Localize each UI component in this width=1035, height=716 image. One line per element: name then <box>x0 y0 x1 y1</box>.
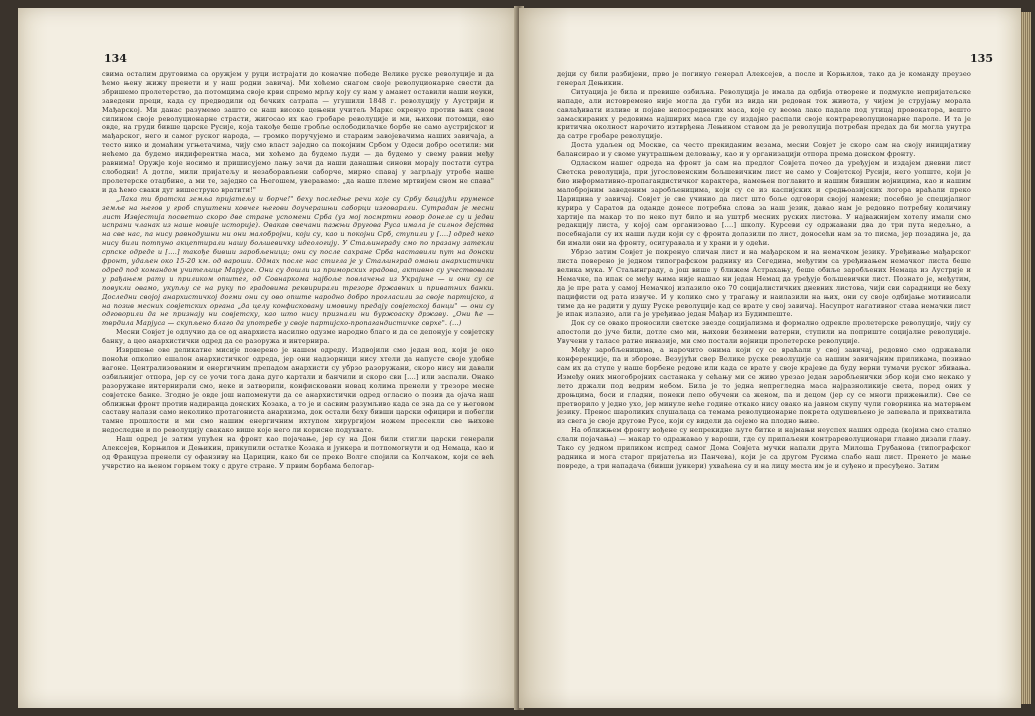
paragraph: Док су се овако проносили светске звезде социјализма и формално одрекле пролетерске револуције, чију су апостоли до јуче били, дотле смо ми, њихови безимени ватерни, ступили на поприште социјалне револуције. Увучени у таласе ратне инвазије, ми смо постали војници пролетерске револуције. <box>557 319 971 346</box>
paragraph: На оближњем фронту вођене су непрекидне љуте битке и најмањи неуспех наших одреда (којима смо стално слали појачања) — макар то одражавао у вароши, где су припаљени контрареволуционари главно дизали главу. Тако су једном приликом испред самог Дома Совјета мучки напали друга Милоша Грубанова (типографског радника и мога старог пријатеља из Панчева), који је са другом Русима слабо наш лист. Пренето је мање повреде, а три нападача (бивши јункери) ухваћена су и на лицу места им је и суђено и пресуђено. Затим <box>557 426 971 470</box>
page-number: 135 <box>970 52 993 65</box>
paragraph: Наш одред је затим упућен на фронт као појачање, јер су на Дон били стигли царски генерали Алексејев, Корњилов и Дењикин, прикупили остатке Козака и јункера и потпомогнути и од Немаца, као и од Француза пренели су офанзиву на Царицин, како би се преко Волге спојили са Колчаком, који се већ учврстио на њеном горњем току с друге стране. У првим борбама белогар- <box>102 435 494 470</box>
paragraph: свима осталим друговима са оружјем у руци истрајати до коначне победе Велике руске револуције и да ћемо њену жижу пренети и у наш родни завичај. Ми хоћемо снагом своје револуционарне свести да збришемо пролетерство, да потомцима своје крви спремо мрљу коју су нам у аманет оставили наши неуки, заведени преци, када су предводили од бечких сатрапа — угушили 1848 г. револуцију у Аустрији и Мађарској. Ми данас разумемо зашто се наш високо цењени учитељ Маркс окренуо против њих свом силином своје револуционарне страсти, жигосао их као гробаре револуције и ми, њихови потомци, ево овде, на груди бивше царске Русије, која такође беше гробље ослободилачке борбе не само аустријског и мађарског, него и самог руског народа, — громко поручујемо и стараим завојевачима наших завичаја, а тесто нико и домаћим угњетачима, чију смо власт заједно са покојним Србом у Одеси добро осетили: ми нећемо да будемо индиферентна маса, ми хоћемо да будемо људи — да будемо у свему равни међу равнима! Оружје које носимо и пришисујемо лању зачи да наши данашњи синови морају постати сутра слободни! А дотле, мили пријатељу и незаборављени саборче, мирно спавај у загрљају утробе наше пролетерске отаџбине, а ми те, заједно са Његошем, уверавамо: „да наше племе мртвијем сном не спава" и да ћемо сваки дуг вишеструко вратити!" <box>102 70 494 194</box>
paragraph: „Лака ти братска земља пријатељу и борче!" беху последње речи које су Србу бацајући груменсе земље на његов у гроб спуштени ковчег његови доучерашњи саборци изговарали. Сутрадан је месни лист Извјестија посветио скоро две стране успомени Срба (уз мој посмртни говор донеле су и једви испрани чланак из наше новије историје). Овакав свечани пажњи другова Руса имала је силног дејства на све нас, па нису равнодушни ни они малобројни, који су, као и покојни Срб, ступили у [....] одред неко нису били потпуно акцептирали нашу бољшевичку идеологију. У Стаљинграду смо по празану затекли српске одреде и [....] такође бивши заробљеници; они су после сахране Срба наставили пут на донски фронт, удаљен око 15-20 км. од вароши. Одмах после нас стигла је у Стаљинград омањи анархистички одред под командом учитељице Марјусе. Они су дошли из приморских градова, активно су учествовали у рађањем рату и приликом општег, од Совнаркома најбоље повлачења из Украјине — и они су се повукли овамо, укупљу се на руку по градовима реквирирали трезоре државних и приватних банки. Доследни својој анархистичкој догми они су ово опште народно добро прогласили за своје партијско, а на позив месних совјетских органа „да целу конфисковану имовину предају совјетској банци" — они су одговорили да не признају ни совјетску, као што нису признали ни буржоаску државу. „Они ће — тврдила Марјуса — скупљено благо да употребе у своје партијско-пропагандистичке сврхе". (...) <box>102 194 494 328</box>
paragraph: Ситуација је била и превише озбиљна. Револуција је имала да одбија отворене и подмукле непријатељске нападе, али истовремено није могла да губи из вида ни редован ток живота, у чијем је струјању морала савлађивати изливе и појаве непосредвених маса, које су веома лако падале под утицај провокатора, вешто замаскираних у редовима најширих маса где су издајно распали своје контрареволуционарне пароле. И та је критична околност нарочито изтврђена Лењином ставом да је револуција потребан предах да би могла унутра да сатре гробаре револуције. <box>557 87 971 141</box>
paragraph: Убрзо затим Совјет је покренуо сличан лист и на мађарском и на немачком језику. Уређивање мађарског листа поверено је једном типографском раднику из Сегедина, међутим са уређивањем немачког листа беше велика мука. У Стаљинграду, а још више у ближем Астрахању, беше обиље заробљених Немаца из Аустрије и Немачке, па ипак се међу њима није нашао ни један Немац да уређује бољшевички лист. Познато је, међутим, да је пре рата у самој Немачкој излазило око 70 социјалистичких дневних листова, чији сви сарадници не беху пацифисти од рата извуче. И у колико смо у трагању и наилазили на њих, они су своје одбијање мотивисали тиме да не радити у душу Руске револуције кад се врате у свој завичај. Насупрот нагативног става немачки лист је ипак излазио, али га је уређивао један Мађар из Будимпеште. <box>557 248 971 319</box>
page-edges <box>1021 12 1031 704</box>
page-number: 134 <box>104 52 127 65</box>
paragraph: Одласком нашег одреда на фронт ја сам на предлог Совјета почео да уређујем и издајем дневни лист Светска револуција, при југословенским бољшевичким лист не само у Совјетској Русији, него уопште, који је био информативно-пропагандистичког карактера, намењен поглавито и нашим бившим војницима, као и нашим малобројним заведеним заробљеницима, који су се из каспијских и средњоазијских логора враћали преко Царицина у завичај. Совјет је све учинио да лист што боље одговори својој намени; посебно је специјалног курира у Саратов да оданде донесе потребна слова за наш језик, давао нам је редовно потребну количину хартије па макар то по неко пут било и на уштрб месних руских листова. У најважнијем хотелу имали смо редакцију листа, у којој сам организовао [....] школу. Курсеви су одржавани два до три пута недељно, а посебнајали су их наши људи који су с фронта долазили по лист, доносећи нам за то писма, јер позадина је, да би имали они на фронту, осигуравала и у храни и у одећи. <box>557 159 971 248</box>
paragraph: Извршење ове деликатне мисије поверено је нашем одреду. Издвојили смо један вод, који је око поноћи опколио ешалон анархистичког одреда, јер они надзорници нису хтели да напусте своје удобне вагоне. Централизованим и енергичним препадом анархисти су убрзо разоружани, скоро нису ни давали озбиљнијег отпора, јер су се уочи тога дана дуго картали и банчили и скоро сви [....] или заспали. Онако разоружане интернирали смо, неке и затворили, конфисковани новац колима пренели у трезоре месне совјетске банке. Згодно је овде још напоменути да се анархистички одред огласио о позив да ојача наш оближњи фронт против надиранца донских Козака, а то је и сасвим разумљиво када се зна да се у његовом саставу налази само неколико протагониста анархизма, док остали беху бивши царски официри и побегли тамне прошлости и ми смо нашим енергичним ихтупом хирургијом ножем пресекли све њихове недоследне и по револуцију свакако више које него ли корисне подухвате. <box>102 346 494 435</box>
paragraph: дејци су били разбијени, прво је погинуо генерал Алексејев, а после и Корњилов, тако да је команду преузео генерал Дењикин. <box>557 70 971 87</box>
right-page <box>519 8 1021 708</box>
paragraph: Доста удаљен од Москве, са често прекиданим везама, месни Совјет је скоро сам на своју иницијативу балансирао и у своме унутрашњем деловању, као и у организацији отпора према донском фронту. <box>557 141 971 159</box>
paragraph: Међу заробљеницима, а нарочито онима који су се враћали у свој завичај, редовно смо одржавали конференције, па и зборове. Везујући свер Велике руске револуције са нашим завичајним приликама, позивао сам их да ступе у наше борбене редове или када се врате у своје крајеве да буду верни тумачи руског збивања. Између оних многобројних састанака у сећању ми се живо урезао један заробљенички збор који смо некако у лето држали под ведрим небом. Била је то једна непрегледна маса најразноликије света, поред оних у дроњцима, боси и гладни, понеки лепо обучени са женом, па и децом (јер су се многи прижењили). Све се претворило у једно ухо, јер минуле неће године откако нису овако на јавном скупу чули говорника на матерњем језику. Пренос шароликих слушалаца са темама револуционарне покрета одушевљено је запевала и прихватила из свега је своје другове Русе, који су видели да сејемо на плодно њиве. <box>557 346 971 426</box>
page-body <box>102 70 494 471</box>
page-body <box>557 70 971 471</box>
paragraph: Месни Совјет је одлучио да се од анархиста насилно одузме народно благо и да се депонује у совјетску банку, а цео анархистички одред да се разоружа и интернира. <box>102 328 494 346</box>
left-page <box>18 8 518 708</box>
